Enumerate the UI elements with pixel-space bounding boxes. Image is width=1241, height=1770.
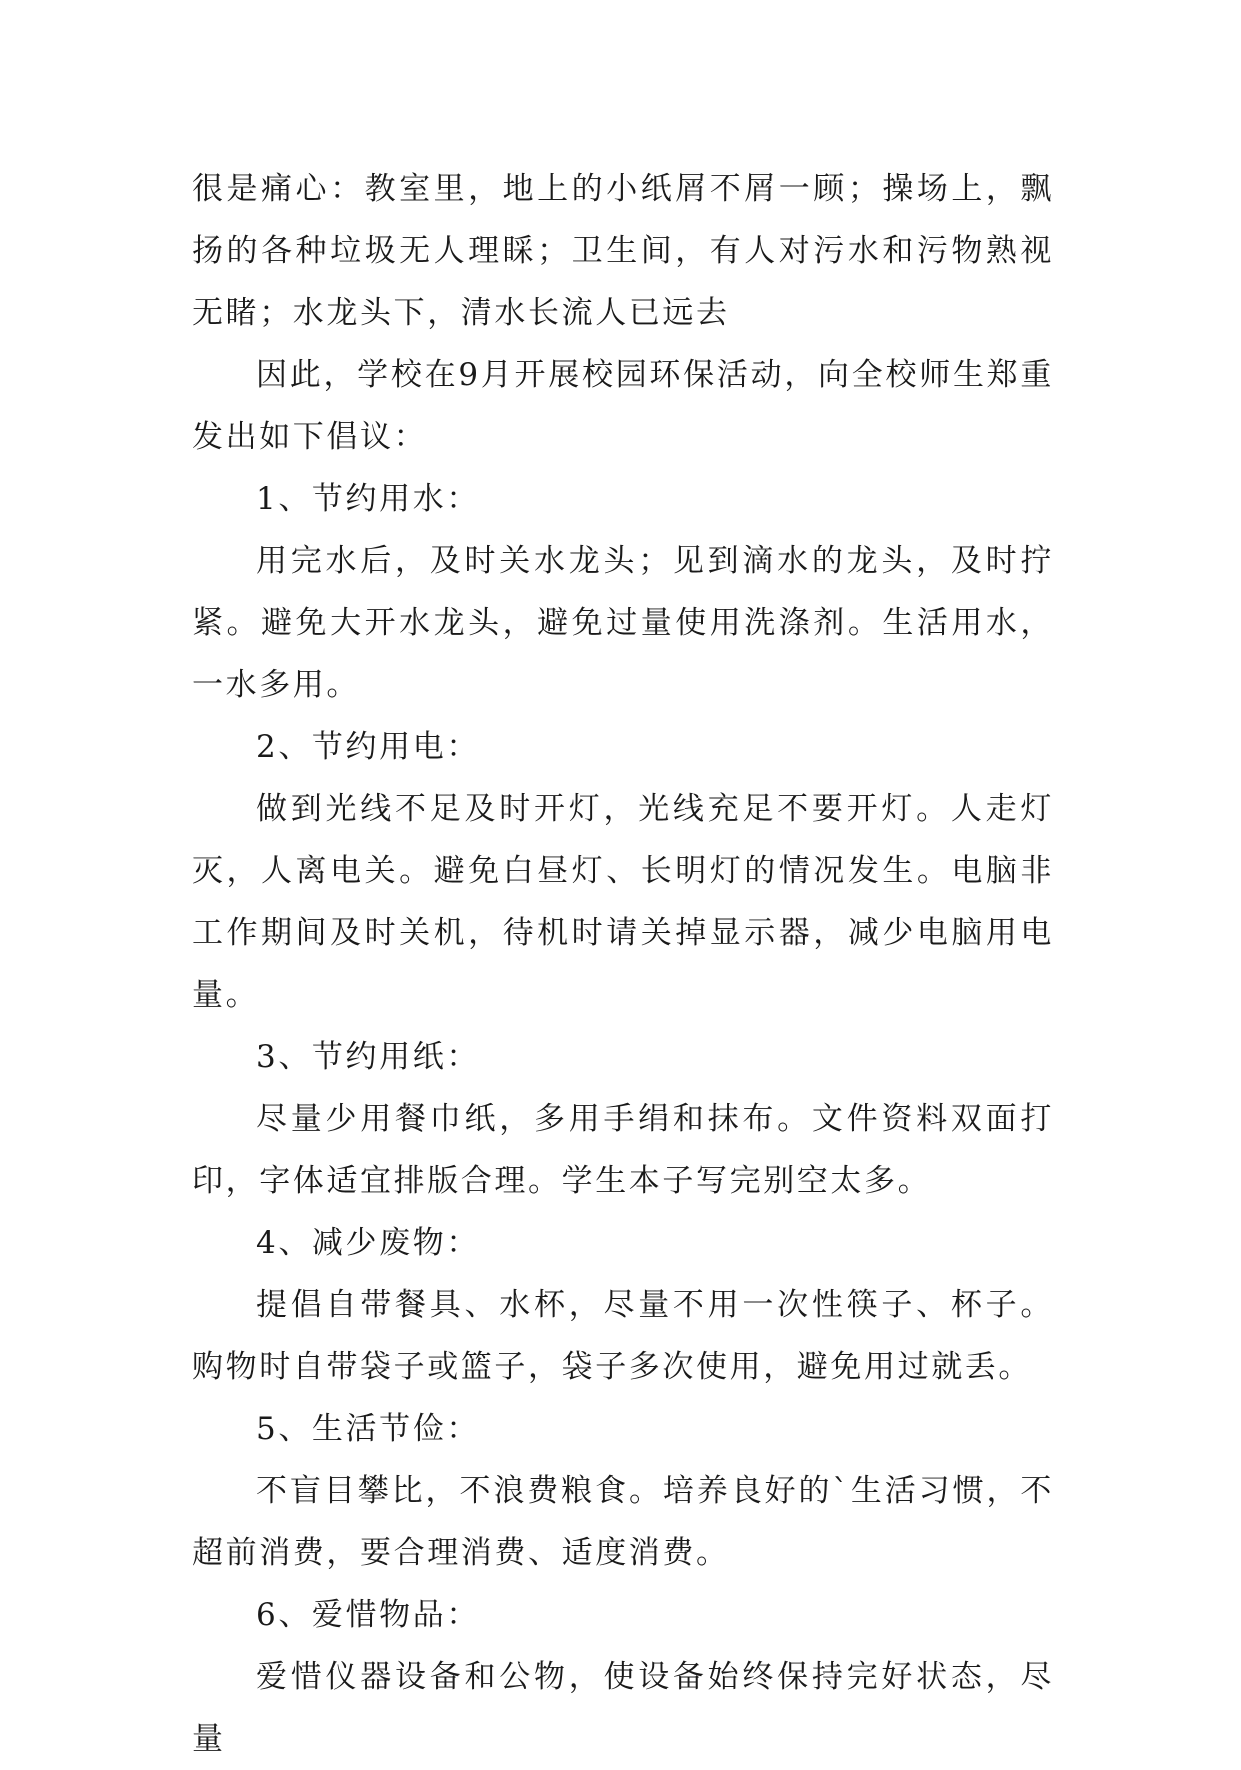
- section-heading-care: 6、爱惜物品：: [256, 1597, 480, 1633]
- paragraph-frugal: 不盲目攀比，不浪费粮食。培养良好的`生活习惯，不超前消费，要合理消费、适度消费。: [192, 1473, 1054, 1571]
- section-heading-waste: 4、减少废物：: [256, 1225, 480, 1261]
- paragraph-intro-continued: 很是痛心：教室里，地上的小纸屑不屑一顾；操场上，飘扬的各种垃圾无人理睬；卫生间，有人对污水和污物熟视无睹；水龙头下，清水长流人已远去: [192, 171, 1054, 331]
- document-body: [192, 158, 1054, 1770]
- section-heading-frugal: 5、生活节俭：: [256, 1411, 480, 1447]
- paragraph-water: 用完水后，及时关水龙头；见到滴水的龙头，及时拧紧。避免大开水龙头，避免过量使用洗涤剂。生活用水，一水多用。: [192, 543, 1054, 703]
- section-heading-water: 1、节约用水：: [256, 481, 480, 517]
- paragraph-paper: 尽量少用餐巾纸，多用手绢和抹布。文件资料双面打印，字体适宜排版合理。学生本子写完别空太多。: [192, 1101, 1054, 1199]
- paragraph-proposal-intro: 因此，学校在9月开展校园环保活动，向全校师生郑重发出如下倡议：: [192, 357, 1054, 455]
- paragraph-electricity: 做到光线不足及时开灯，光线充足不要开灯。人走灯灭，人离电关。避免白昼灯、长明灯的情况发生。电脑非工作期间及时关机，待机时请关掉显示器，减少电脑用电量。: [192, 791, 1054, 1013]
- section-heading-paper: 3、节约用纸：: [256, 1039, 480, 1075]
- paragraph-care: 爱惜仪器设备和公物，使设备始终保持完好状态，尽量: [192, 1659, 1054, 1757]
- paragraph-waste: 提倡自带餐具、水杯，尽量不用一次性筷子、杯子。购物时自带袋子或篮子，袋子多次使用，避免用过就丢。: [192, 1287, 1054, 1385]
- section-heading-electricity: 2、节约用电：: [256, 729, 480, 765]
